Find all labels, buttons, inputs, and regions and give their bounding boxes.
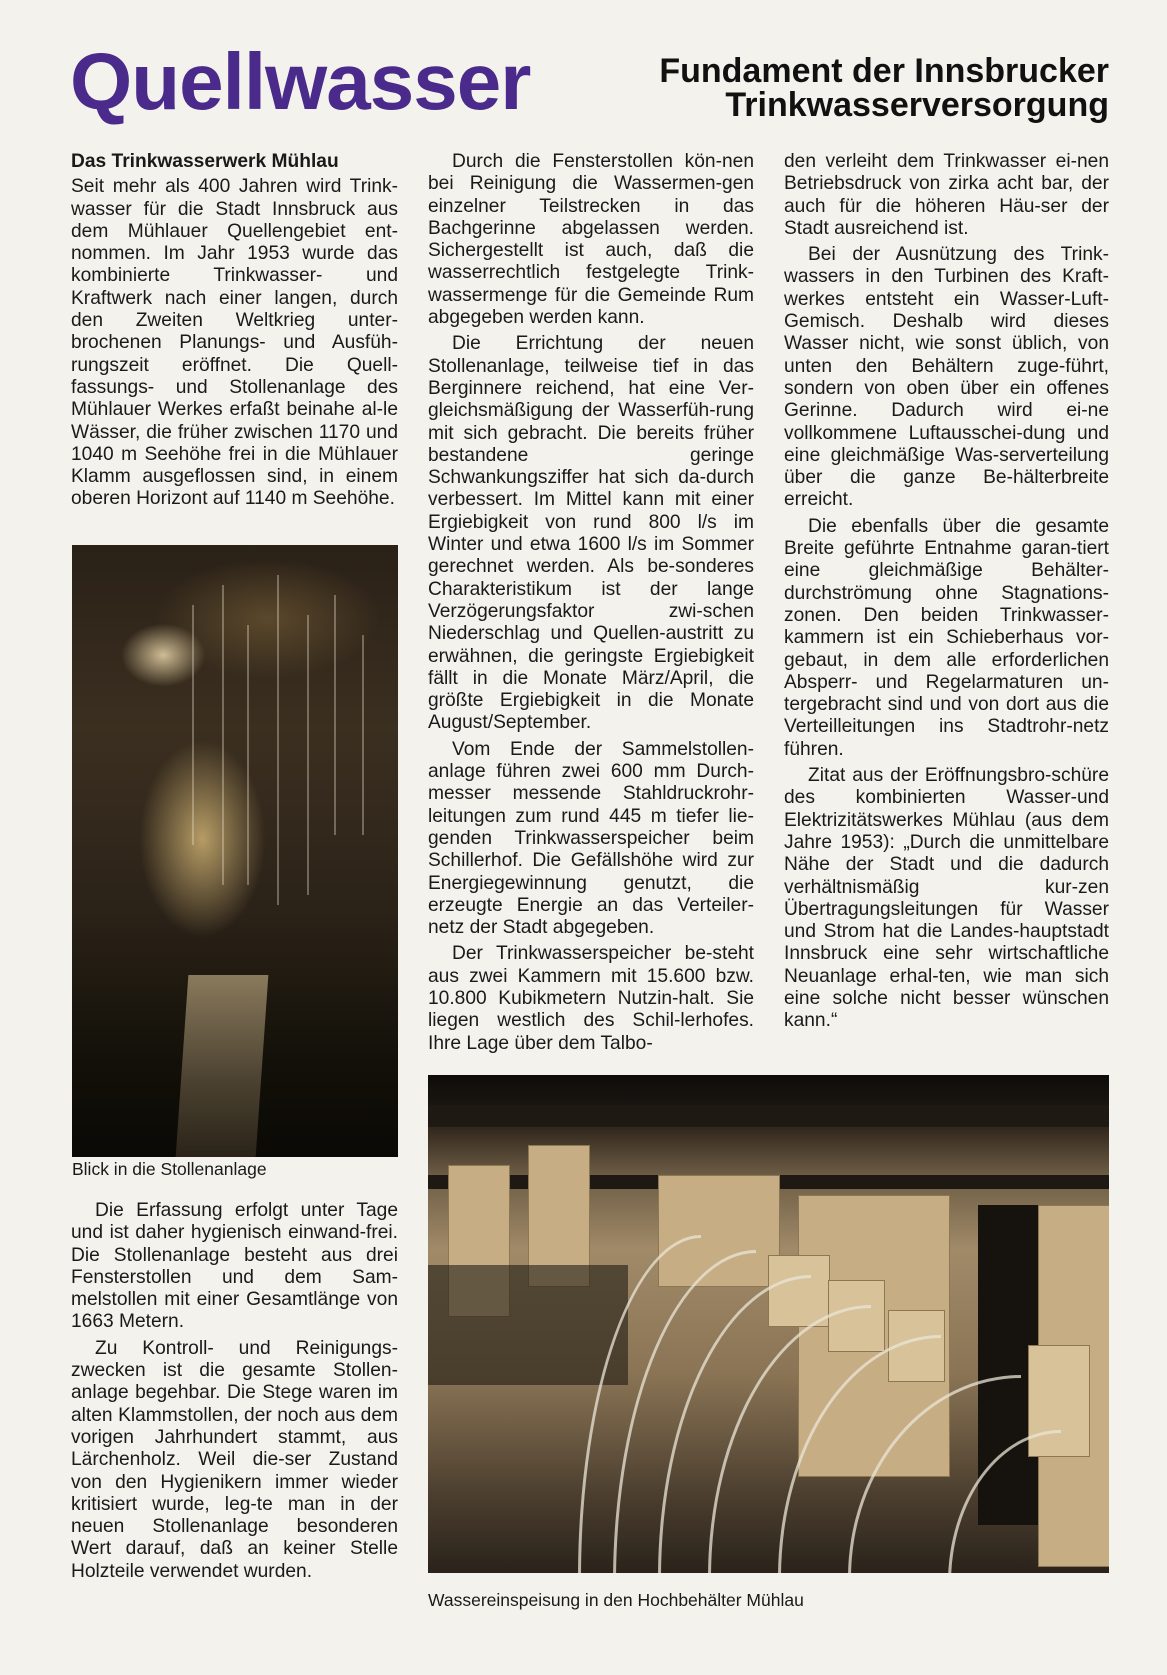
page-title: Quellwasser [70,37,531,126]
paragraph: Die Erfassung erfolgt unter Tage und ist daher hygienisch einwand-frei. Die Stollenanlage besteht aus drei Fensterstollen und dem Sam-melstollen mit einer Gesamtlänge von 1663 Metern. [71,1200,398,1333]
text-column-1-lower [71,1200,398,1587]
text-column-1 [71,151,398,515]
text-column-2 [428,151,754,1059]
paragraph: Die ebenfalls über die gesamte Breite geführte Entnahme garan-tiert eine gleichmäßige Behälter-durchströmung ohne Stagnations-zonen. Den beiden Trinkwasser-kammern ist ein Schieberhaus vor-gebaut, in dem alle erforderlichen Absperr- und Regelarmaturen un-tergebracht sind und von dort aus die Verteilleitungen ins Stadtrohr-netz führen. [784,515,1109,760]
section-heading: Das Trinkwasserwerk Mühlau [71,151,339,172]
paragraph: Vom Ende der Sammelstollen-anlage führen zwei 600 mm Durch-messer messende Stahldruckrohr-leitungen zum rund 445 m tiefer lie-genden Trinkwasserspeicher beim Schillerhof. Die Gefällshöhe wird zur Energiegewinnung genutzt, die erzeugte Energie an das Verteiler-netz der Stadt abgegeben. [428,738,754,939]
basin-photo [428,1075,1109,1573]
paragraph: Zitat aus der Eröffnungsbro-schüre des kombinierten Wasser-und Elektrizitätswerkes Mühlau (aus dem Jahre 1953): „Durch die unmittelbare Nähe der Stadt und die dadurch verhältnismäßig kur-zen Übertragungsleitungen für Wasser und Strom hat die Landes-hauptstadt Innsbruck eine sehr wirtschaftliche Neuanlage erhal-ten, wie man sich eine solche nicht besser wünschen kann.“ [784,765,1109,1032]
tunnel-photo-caption: Blick in die Stollenanlage [72,1159,267,1179]
paragraph: Zu Kontroll- und Reinigungs-zwecken ist die gesamte Stollen-anlage begehbar. Die Stege waren im alten Klammstollen, der noch aus dem vorigen Jahrhundert stammt, aus Lärchenholz. Weil die-ser Zustand von den Hygienikern immer wieder kritisiert wurde, leg-te man in der neuen Stollenanlage besonderen Wert darauf, daß an keiner Stelle Holzteile verwendet wurden. [71,1337,398,1582]
subtitle-line-1: Fundament der Innsbrucker [659,52,1109,90]
paragraph: Der Trinkwasserspeicher be-steht aus zwei Kammern mit 15.600 bzw. 10.800 Kubikmetern Nutzin-halt. Sie liegen westlich des Schil-lerhofes. Ihre Lage über dem Talbo- [428,943,754,1054]
paragraph: den verleiht dem Trinkwasser ei-nen Betriebsdruck von zirka acht bar, der auch für die höheren Häu-ser der Stadt ausreichend ist. [784,151,1109,239]
tunnel-photo [72,545,398,1157]
paragraph: Bei der Ausnützung des Trink-wassers in den Turbinen des Kraft-werkes entsteht ein Wasser-Luft-Gemisch. Deshalb wird dieses Wasser nicht, wie sonst üblich, von unten den Behältern zuge-führt, sondern von oben über ein offenes Gerinne. Dadurch wird ei-ne vollkommene Luftausschei-dung und eine gleichmäßige Was-serverteilung über die ganze Be-hälterbreite erreicht. [784,244,1109,511]
paragraph: Durch die Fensterstollen kön-nen bei Reinigung die Wassermen-gen einzelner Teilstrecken in das Bachgerinne abgelassen werden. Sichergestellt ist auch, daß die wasserrechtlich festgelegte Trink-wassermenge für die Gemeinde Rum abgegeben werden kann. [428,151,754,329]
paragraph: Seit mehr als 400 Jahren wird Trink-wasser für die Stadt Innsbruck aus dem Mühlauer Quellengebiet ent-nommen. Im Jahr 1953 wurde das kombinierte Trinkwasser- und Kraftwerk nach einer langen, durch den Zweiten Weltkrieg unter-brochenen Planungs- und Ausfüh-rungszeit eröffnet. Die Quell-fassungs- und Stollenanlage des Mühlauer Werkes erfaßt beinahe al-le Wässer, die früher zwischen 1170 und 1040 m Seehöhe frei in die Mühlauer Klamm ausgeflossen sind, in einem oberen Horizont auf 1140 m Seehöhe. [71,176,398,510]
text-column-3 [784,151,1109,1037]
basin-photo-caption: Wassereinspeisung in den Hochbehälter Mühlau [428,1590,804,1610]
page-subtitle [659,54,1109,122]
subtitle-line-2: Trinkwasserversorgung [725,86,1109,124]
paragraph: Die Errichtung der neuen Stollenanlage, teilweise tief in das Berginnere reichend, hat eine Ver-gleichsmäßigung der Wasserfüh-rung mit sich gebracht. Die bereits früher bestandene geringe Schwankungsziffer hat sich da-durch verbessert. Im Mittel kann mit einer Ergiebigkeit von rund 800 l/s im Winter und etwa 1600 l/s im Sommer gerechnet werden. Als be-sonderes Charakteristikum ist der lange Verzögerungsfaktor zwi-schen Niederschlag und Quellen-austritt zu erwähnen, die geringste Ergiebigkeit fällt in die Monate März/April, die größte Ergiebigkeit in die Monate August/September. [428,333,754,734]
